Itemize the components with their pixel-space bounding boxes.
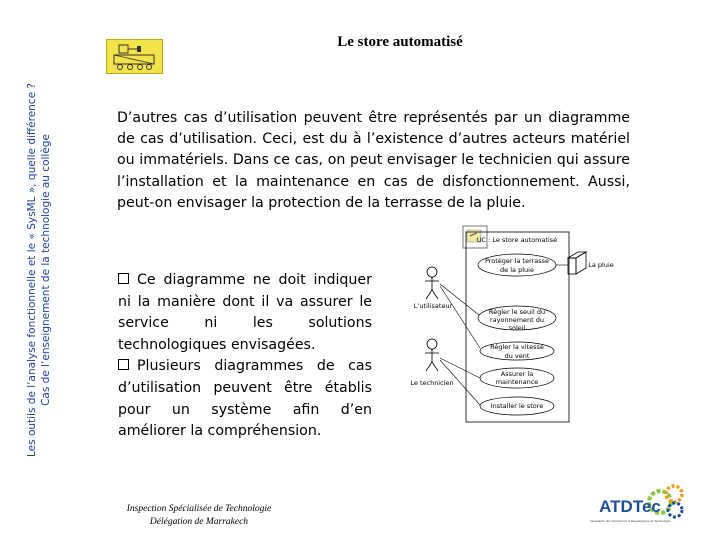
actor-user [425,267,439,299]
actor-rain-node [568,252,586,274]
footer-line2: Délégation de Marrakech [149,517,249,527]
checkbox-bullet-icon [118,359,129,370]
bullet-item [118,356,372,442]
use-case-label: Protéger la terrasse de la pluie [484,257,550,274]
actor-technician-label: Le technicien [410,379,454,387]
bullet-item [118,270,372,356]
checkbox-bullet-icon [118,273,129,284]
system-label: UC : Le store automatisé [476,236,558,244]
vertical-sidebar [0,0,78,540]
use-case-label: Installer le store [490,402,544,410]
brand-tagline: Association des Techniciens & Développeurs de Technologie [590,519,671,523]
bullet-text: Plusieurs diagrammes de cas d’utilisation peuvent être établis pour un système afin d’en améliorer la compréhension. [118,358,372,440]
store-logo-image [106,39,163,74]
bullet-text: Ce diagramme ne doit indiquer ni la manière dont il va assurer le service ni les solutions technologiques envisagées. [118,272,372,353]
brand-name: ATDTec [599,497,661,516]
atdtec-logo [590,482,690,528]
actor-rain-label: La pluie [588,261,614,269]
sidebar-title-line2: Cas de l’enseignement de la technologie au collège [40,134,52,406]
store-sketch-icon [107,40,162,73]
actor-technician [425,339,439,371]
actor-user-label: L’utilisateur [413,302,453,310]
bullet-list [118,270,372,443]
page-title: Le store automatisé [337,34,463,50]
use-case-diagram [405,222,620,432]
use-case-ellipses [478,254,556,415]
sidebar-title [25,10,53,530]
sidebar-title-line1: Les outils de l’analyse fonctionnelle et le « SysML », quelle différence ? [26,83,38,457]
use-case-label: Régler la vitesse du vent [490,343,544,360]
footer [104,503,294,529]
use-case-label: Assurer la maintenance [495,370,539,386]
use-case-label: Régler le seuil du rayonnement du soleil [488,308,546,332]
footer-line1: Inspection Spécialisée de Technologie [126,504,272,514]
intro-paragraph: D’autres cas d’utilisation peuvent être représentés par un diagramme de cas d’utilisation. Ceci, est du à l’existence d’autres acteurs matériel ou immatériels. Dans ce cas, on peut envisager le technicien qui assure l’installation et la maintenance en cas de disfonctionnement. Aussi, peut-on envisager la protection de la terrasse de la pluie. [117,110,630,211]
